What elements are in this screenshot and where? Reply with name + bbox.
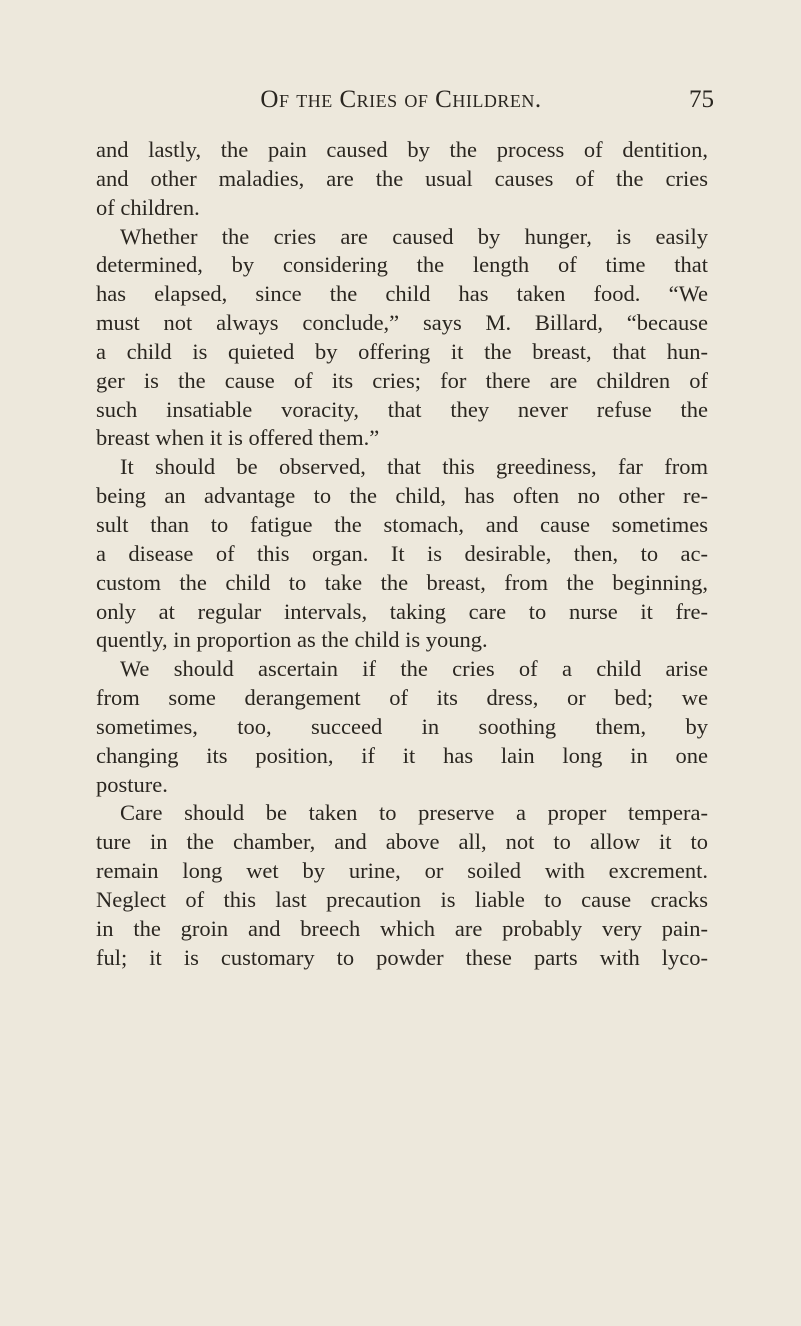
page-number: 75 <box>689 86 714 113</box>
text-line: Care should be taken to preserve a proper tempera- <box>120 800 708 826</box>
text-line: has elapsed, since the child has taken food. “We <box>96 281 708 307</box>
text-line: only at regular intervals, taking care to nurse it fre- <box>96 598 708 624</box>
text-line: posture. <box>96 771 168 797</box>
text-line: remain long wet by urine, or soiled with excrement. <box>96 858 708 884</box>
text-line: Neglect of this last precaution is liable to cause cracks <box>96 886 708 912</box>
text-line: and lastly, the pain caused by the process of dentition, <box>96 137 708 162</box>
text-line: a disease of this organ. It is desirable, then, to ac- <box>96 540 708 566</box>
text-line: in the groin and breech which are probably very pain- <box>96 915 708 941</box>
text-line: quently, in proportion as the child is young. <box>96 627 488 653</box>
text-line: of children. <box>96 194 200 220</box>
text-line: ful; it is customary to powder these parts with lyco- <box>96 944 708 970</box>
text-line: determined, by considering the length of time that <box>96 252 708 278</box>
text-line: sometimes, too, succeed in soothing them, by <box>96 713 708 739</box>
text-line: We should ascertain if the cries of a child arise <box>120 656 708 682</box>
text-line: and other maladies, are the usual causes of the cries <box>96 165 708 191</box>
text-line: custom the child to take the breast, from the beginning, <box>96 569 708 595</box>
running-header <box>96 86 714 126</box>
text-line: changing its position, if it has lain long in one <box>96 742 708 768</box>
text-line: ger is the cause of its cries; for there are children of <box>96 367 708 393</box>
text-line: It should be observed, that this greediness, far from <box>120 454 708 480</box>
text-line: a child is quieted by offering it the breast, that hun- <box>96 338 708 364</box>
text-line: breast when it is offered them.” <box>96 425 380 451</box>
text-line: must not always conclude,” says M. Billard, “because <box>96 310 708 336</box>
text-line: ture in the chamber, and above all, not to allow it to <box>96 829 708 855</box>
text-line: Whether the cries are caused by hunger, is easily <box>120 223 708 249</box>
text-line: sult than to fatigue the stomach, and cause sometimes <box>96 511 708 537</box>
running-title: Of the Cries of Children. <box>260 86 542 113</box>
text-line: from some derangement of its dress, or bed; we <box>96 685 708 711</box>
body-text <box>96 136 708 972</box>
text-line: being an advantage to the child, has often no other re- <box>96 483 708 509</box>
text-line: such insatiable voracity, that they never refuse the <box>96 396 708 422</box>
